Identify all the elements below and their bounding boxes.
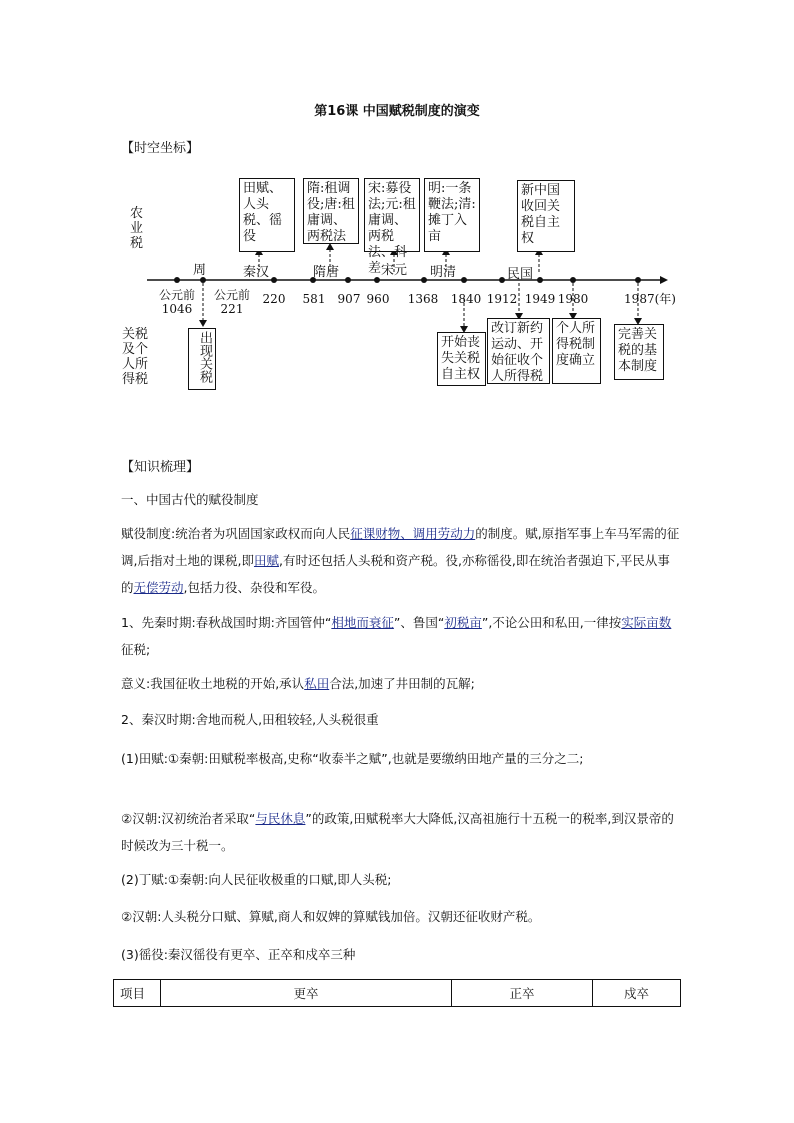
table-row <box>114 980 681 1007</box>
paragraph-definition: 赋役制度:统治者为巩固国家政权而向人民征课财物、调用劳动力的制度。赋,原指军事上车马军需的征调,后指对土地的课税,即田赋,有时还包括人头税和资产税。役,亦称徭役,即在统治者强迫下,平民从事的无偿劳动,包括力役、杂役和军役。 <box>121 526 680 595</box>
heading-ancient-tax: 一、中国古代的赋役制度 <box>121 492 259 507</box>
row-label-agricultural-tax: 农业税 <box>130 206 144 251</box>
box-new-china-tariff: 新中国收回关税自主权 <box>517 180 575 252</box>
box-income-tax-established: 个人所得税制度确立 <box>552 318 601 384</box>
year-label: 公元前1046 <box>158 288 195 316</box>
year-label: 581 <box>302 292 326 306</box>
table-header-cell: 正卒 <box>452 980 593 1007</box>
era-label: 明清 <box>430 265 457 280</box>
box-ming-qing-tax: 明:一条鞭法;清:摊丁入亩 <box>424 178 480 252</box>
year-label: 1912 <box>486 292 518 306</box>
era-label: 宋元 <box>381 263 408 278</box>
box-song-yuan-tax: 宋:募役法;元:租庸调、两税法、科差 <box>364 178 420 252</box>
paragraph-poll-tax: (2)丁赋:①秦朝:向人民征收极重的口赋,即人头税; <box>121 872 392 887</box>
table-header-cell: 更卒 <box>161 980 452 1007</box>
box-qin-han-tax: 田赋、人头税、徭役 <box>239 178 295 252</box>
year-label: 公元前221 <box>213 288 250 316</box>
box-tariff-appears: 出现关税 <box>188 328 216 390</box>
era-label: 周 <box>193 263 207 278</box>
section-head-timeline: 【时空坐标】 <box>121 141 200 156</box>
paragraph-qin-han: 2、秦汉时期:舍地而税人,田租较轻,人头税很重 <box>121 712 379 727</box>
year-label: 1840 <box>450 292 482 306</box>
row-label-customs-income-tax: 关税及个人所得税 <box>122 327 149 387</box>
paragraph-han-land-tax: ②汉朝:汉初统治者采取“与民休息”的政策,田赋税率大大降低,汉高祖施行十五税一的税率,到汉景帝的时候改为三十税一。 <box>121 811 674 853</box>
paragraph-pre-qin: 1、先秦时期:春秋战国时期:齐国管仲“相地而衰征”、鲁国“初税亩”,不论公田和私田,一律按实际亩数征税; <box>121 615 672 657</box>
era-label: 隋唐 <box>313 265 340 280</box>
section-head-knowledge: 【知识梳理】 <box>121 460 200 475</box>
box-income-tax-begin: 改订新约运动、开始征收个人所得税 <box>487 318 550 384</box>
box-sui-tang-tax: 隋:租调役;唐:租庸调、两税法 <box>303 178 359 244</box>
paragraph-significance: 意义:我国征收土地税的开始,承认私田合法,加速了井田制的瓦解; <box>121 676 475 691</box>
paragraph-han-poll-tax: ②汉朝:人头税分口赋、算赋,商人和奴婢的算赋钱加倍。汉朝还征收财产税。 <box>121 909 541 924</box>
era-label: 秦汉 <box>243 265 270 280</box>
table-header-cell: 项目 <box>114 980 161 1007</box>
era-label: 民国 <box>507 267 534 282</box>
paragraph-land-tax: (1)田赋:①秦朝:田赋税率极高,史称“收泰半之赋”,也就是要缴纳田地产量的三分之二; <box>121 751 584 766</box>
year-label: 1949 <box>524 292 556 306</box>
timeline-diagram <box>0 170 794 400</box>
box-tariff-improved: 完善关税的基本制度 <box>614 324 664 380</box>
year-label: 1987(年) <box>624 292 676 306</box>
year-label: 960 <box>366 292 390 306</box>
year-label: 1980 <box>557 292 589 306</box>
paragraph-corvee: (3)徭役:秦汉徭役有更卒、正卒和戍卒三种 <box>121 947 356 962</box>
year-label: 1368 <box>407 292 439 306</box>
timeline-arrow <box>660 276 668 284</box>
box-lose-tariff-autonomy: 开始丧失关税自主权 <box>437 332 486 386</box>
year-label: 220 <box>262 292 286 306</box>
corvee-table <box>113 979 681 1007</box>
year-label: 907 <box>337 292 361 306</box>
table-header-cell: 戍卒 <box>593 980 681 1007</box>
page-title: 第16课 中国赋税制度的演变 <box>314 104 480 119</box>
